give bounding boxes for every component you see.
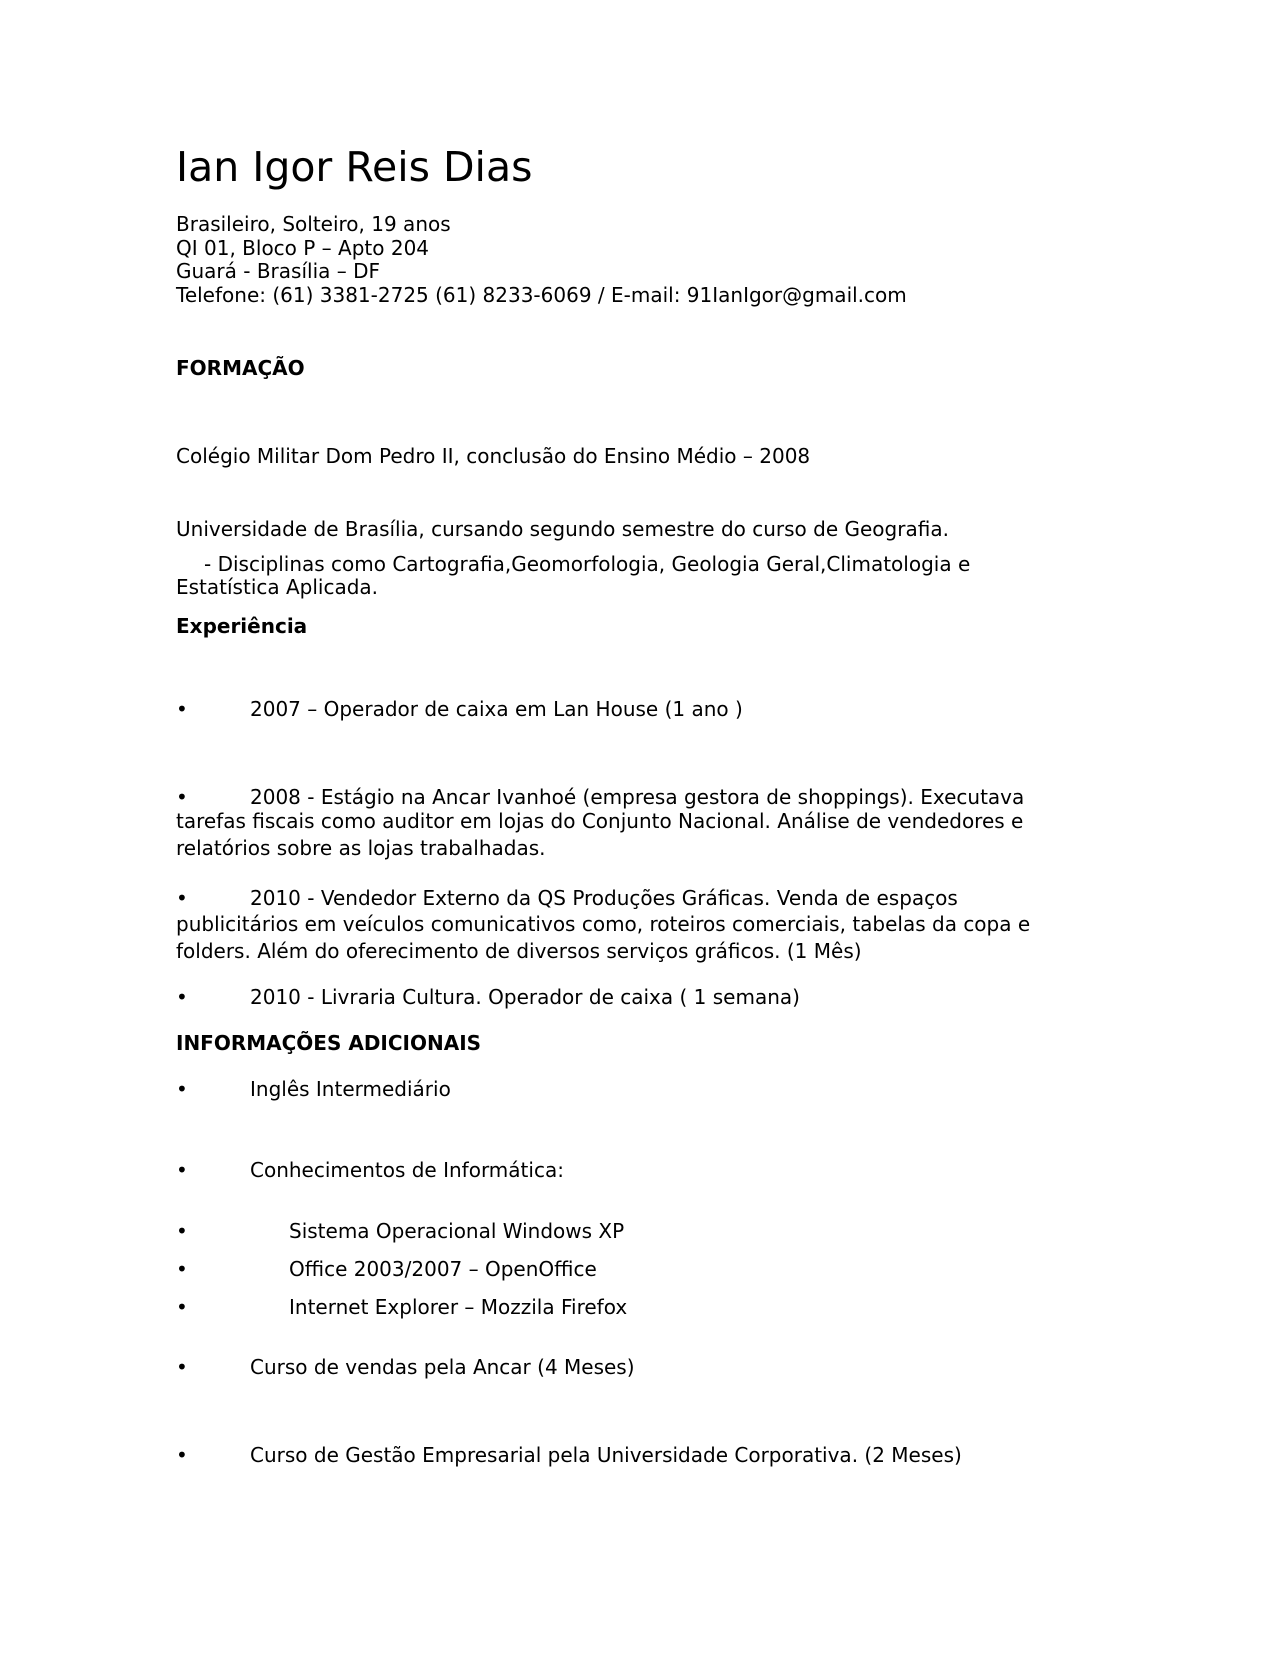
bullet-icon: •: [176, 785, 188, 809]
section-heading-formacao: FORMAÇÃO: [176, 356, 305, 380]
bullet-icon: •: [176, 1257, 188, 1281]
bullet-icon: •: [176, 1295, 188, 1319]
education-item: Universidade de Brasília, cursando segundo semestre do curso de Geografia.: [176, 517, 949, 541]
personal-info: Brasileiro, Solteiro, 19 anos: [176, 212, 451, 236]
bullet-icon: •: [176, 1443, 188, 1467]
bullet-icon: •: [176, 697, 188, 721]
bullet-icon: •: [176, 1219, 188, 1243]
experience-item-title: 2008 - Estágio na Ancar Ivanhoé (empresa gestora de shoppings). Executava: [250, 785, 1025, 809]
experience-item: 2007 – Operador de caixa em Lan House (1 ano ): [250, 697, 743, 721]
city-line: Guará - Brasília – DF: [176, 259, 381, 283]
bullet-icon: •: [176, 1355, 188, 1379]
bullet-icon: •: [176, 1158, 188, 1182]
candidate-name: Ian Igor Reis Dias: [176, 143, 533, 191]
education-detail: [176, 553, 1076, 599]
additional-item: Curso de Gestão Empresarial pela Universidade Corporativa. (2 Meses): [250, 1443, 962, 1467]
address-line: QI 01, Bloco P – Apto 204: [176, 236, 430, 260]
additional-subitem: Office 2003/2007 – OpenOffice: [289, 1257, 597, 1281]
section-heading-adicionais: INFORMAÇÕES ADICIONAIS: [176, 1031, 482, 1055]
experience-item-detail: tarefas fiscais como auditor em lojas do Conjunto Nacional. Análise de vendedores e relatórios sobre as lojas trabalhadas.: [176, 809, 1024, 860]
bullet-icon: •: [176, 985, 188, 1009]
contact-line: Telefone: (61) 3381-2725 (61) 8233-6069 / E-mail: 91IanIgor@gmail.com: [176, 283, 907, 307]
experience-item-title: 2010 - Vendedor Externo da QS Produções Gráficas. Venda de espaços: [250, 886, 958, 910]
additional-item: Curso de vendas pela Ancar (4 Meses): [250, 1355, 635, 1379]
section-heading-experiencia: Experiência: [176, 614, 308, 638]
additional-item: Conhecimentos de Informática:: [250, 1158, 564, 1182]
additional-subitem: Sistema Operacional Windows XP: [289, 1219, 625, 1243]
experience-item-detail: publicitários em veículos comunicativos como, roteiros comerciais, tabelas da copa e folders. Além do oferecimento de diversos serviços gráficos. (1 Mês): [176, 912, 1031, 963]
experience-item: 2010 - Livraria Cultura. Operador de caixa ( 1 semana): [250, 985, 800, 1009]
bullet-icon: •: [176, 1077, 188, 1101]
additional-item: Inglês Intermediário: [250, 1077, 451, 1101]
education-item: Colégio Militar Dom Pedro II, conclusão do Ensino Médio – 2008: [176, 444, 811, 468]
education-detail-text: - Disciplinas como Cartografia,Geomorfologia, Geologia Geral,Climatologia e Estatística Aplicada.: [176, 552, 971, 599]
bullet-icon: •: [176, 886, 188, 910]
additional-subitem: Internet Explorer – Mozzila Firefox: [289, 1295, 628, 1319]
